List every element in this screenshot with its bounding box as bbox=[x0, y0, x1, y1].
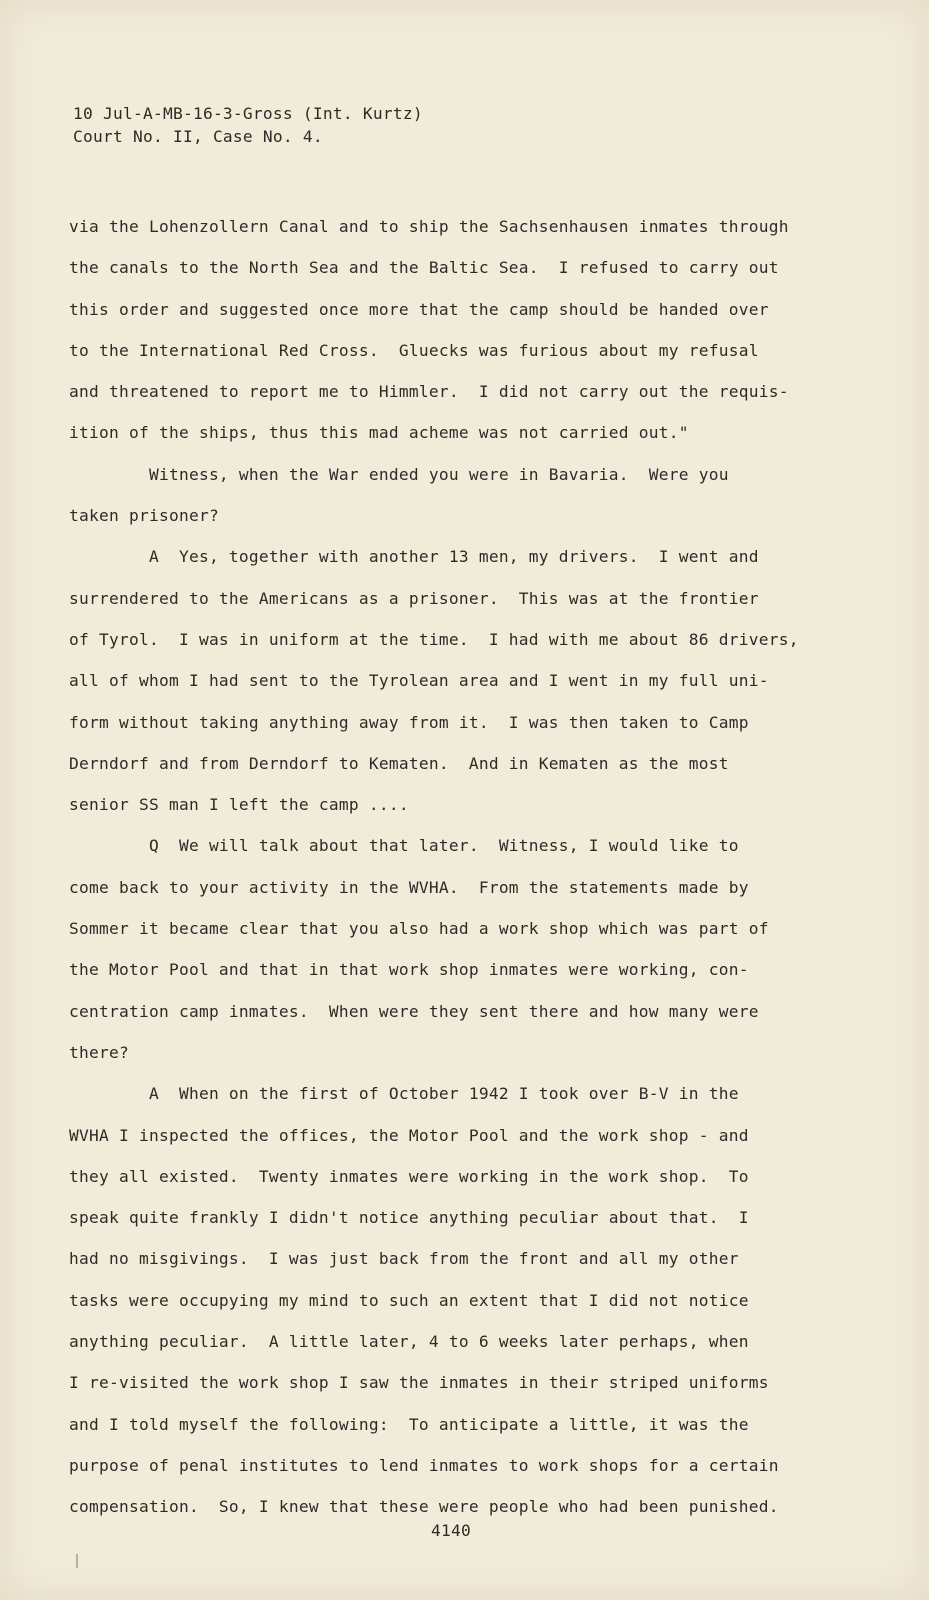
body-line: the canals to the North Sea and the Baltic Sea. I refused to carry out bbox=[69, 258, 779, 278]
body-line: taken prisoner? bbox=[69, 506, 219, 526]
body-line: via the Lohenzollern Canal and to ship the Sachsenhausen inmates through bbox=[69, 217, 789, 236]
body-line: I re-visited the work shop I saw the inmates in their striped uniforms bbox=[69, 1373, 769, 1393]
page-number: 4140 bbox=[431, 1521, 471, 1540]
body-line: ition of the ships, thus this mad acheme was not carried out." bbox=[69, 423, 689, 443]
body-line: tasks were occupying my mind to such an extent that I did not notice bbox=[69, 1290, 749, 1310]
header-court-case: Court No. II, Case No. 4. bbox=[73, 127, 323, 146]
body-line: come back to your activity in the WVHA. From the statements made by bbox=[69, 877, 749, 897]
body-line: A Yes, together with another 13 men, my drivers. I went and bbox=[69, 547, 759, 567]
body-line: Witness, when the War ended you were in Bavaria. Were you bbox=[69, 464, 729, 484]
body-line: Sommer it became clear that you also had a work shop which was part of bbox=[69, 919, 769, 939]
body-line: of Tyrol. I was in uniform at the time. I had with me about 86 drivers, bbox=[69, 629, 799, 649]
body-line: A When on the first of October 1942 I took over B-V in the bbox=[69, 1084, 739, 1104]
body-line: and threatened to report me to Himmler. I did not carry out the requis- bbox=[69, 382, 789, 402]
body-line: to the International Red Cross. Gluecks was furious about my refusal bbox=[69, 340, 759, 360]
transcript-body bbox=[69, 206, 799, 1528]
body-line: senior SS man I left the camp .... bbox=[69, 795, 409, 815]
body-line: they all existed. Twenty inmates were working in the work shop. To bbox=[69, 1166, 749, 1186]
body-line: centration camp inmates. When were they sent there and how many were bbox=[69, 1001, 759, 1021]
body-line: surrendered to the Americans as a prisoner. This was at the frontier bbox=[69, 588, 759, 608]
header-case-reference: 10 Jul-A-MB-16-3-Gross (Int. Kurtz) bbox=[73, 104, 423, 123]
body-line: WVHA I inspected the offices, the Motor Pool and the work shop - and bbox=[69, 1125, 749, 1145]
body-line: all of whom I had sent to the Tyrolean area and I went in my full uni- bbox=[69, 671, 769, 691]
body-line: this order and suggested once more that the camp should be handed over bbox=[69, 299, 769, 319]
body-line: Derndorf and from Derndorf to Kematen. And in Kematen as the most bbox=[69, 753, 729, 773]
margin-mark bbox=[76, 1554, 78, 1568]
body-line: and I told myself the following: To anticipate a little, it was the bbox=[69, 1414, 749, 1434]
body-line: compensation. So, I knew that these were people who had been punished. bbox=[69, 1497, 779, 1517]
body-line: form without taking anything away from it. I was then taken to Camp bbox=[69, 712, 749, 732]
body-line: speak quite frankly I didn't notice anything peculiar about that. I bbox=[69, 1208, 749, 1228]
body-line: there? bbox=[69, 1042, 129, 1062]
body-line: anything peculiar. A little later, 4 to 6 weeks later perhaps, when bbox=[69, 1332, 749, 1352]
body-line: had no misgivings. I was just back from the front and all my other bbox=[69, 1249, 739, 1269]
body-line: the Motor Pool and that in that work shop inmates were working, con- bbox=[69, 960, 749, 980]
body-line: Q We will talk about that later. Witness, I would like to bbox=[69, 836, 739, 856]
body-line: purpose of penal institutes to lend inmates to work shops for a certain bbox=[69, 1455, 779, 1475]
